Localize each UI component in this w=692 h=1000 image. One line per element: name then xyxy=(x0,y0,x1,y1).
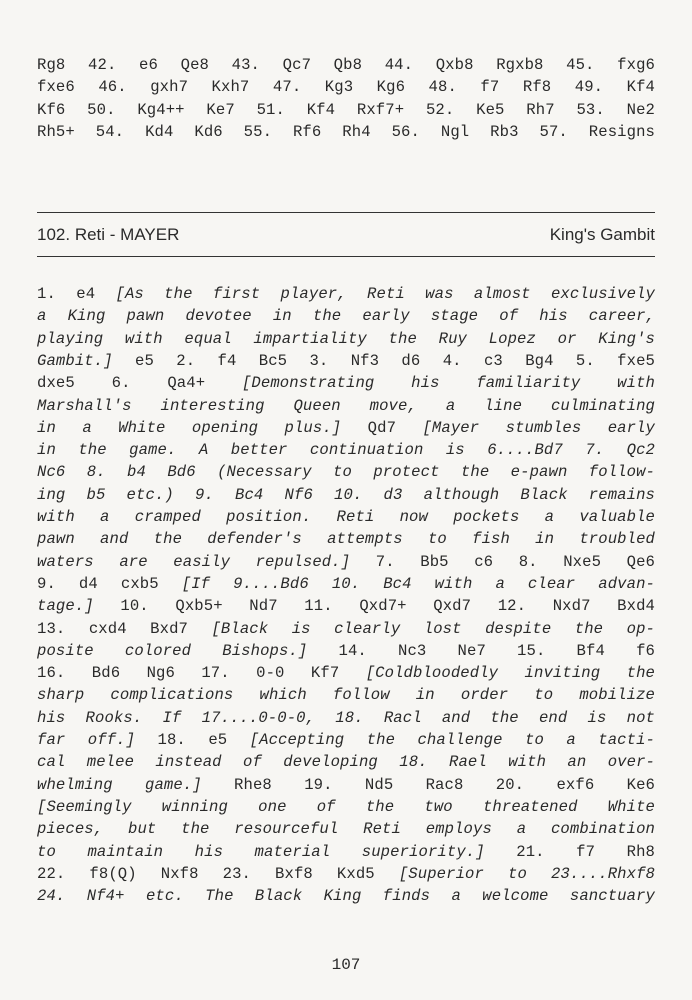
move-segment: 16. Bd6 Ng6 17. 0-0 Kf7 xyxy=(37,664,366,683)
move-segment: e5 2. f4 Bc5 3. Nf3 d6 4. c3 Bg4 5. fxe5 xyxy=(112,351,655,370)
annotation-segment: [Demonstrating his familiarity with xyxy=(241,374,655,393)
annotation-segment: ing b5 etc.) 9. Bc4 Nf6 10. d3 although Black remains xyxy=(37,485,655,504)
move-line: Kf6 50. Kg4++ Ke7 51. Kf4 Rxf7+ 52. Ke5 Rh7 53. Ne2 xyxy=(37,100,655,119)
text-line xyxy=(37,417,655,439)
text-line xyxy=(37,283,655,305)
move-segment: dxe5 6. Qa4+ xyxy=(37,374,242,393)
annotation-segment: playing with equal impartiality the Ruy Lopez or King's xyxy=(37,329,655,348)
game-number: 102. xyxy=(37,225,71,244)
text-line xyxy=(37,841,655,863)
game-title xyxy=(37,224,179,246)
annotation-segment: in a White opening plus.] xyxy=(37,418,342,437)
annotation-segment: posite colored Bishops.] xyxy=(37,641,308,660)
text-line xyxy=(37,573,655,595)
text-line xyxy=(37,439,655,461)
annotation-segment: [As the first player, Reti was almost exclusively xyxy=(115,285,655,303)
move-segment: 9. d4 cxb5 xyxy=(37,574,182,593)
text-line xyxy=(37,528,655,550)
annotation-segment: a King pawn devotee in the early stage of his career, xyxy=(37,307,655,326)
text-line xyxy=(37,328,655,350)
move-segment: 1. e4 xyxy=(37,285,116,303)
game-header xyxy=(37,224,655,246)
move-segment: 14. Nc3 Ne7 15. Bf4 f6 xyxy=(307,641,655,660)
annotation-segment: [Coldbloodedly inviting the xyxy=(365,664,655,683)
annotation-segment: 24. Nf4+ etc. The Black King finds a welcome sanctuary xyxy=(37,887,655,906)
annotation-segment: in the game. A better continuation is 6....Bd7 7. Qc2 xyxy=(37,441,655,460)
move-line: fxe6 46. gxh7 Kxh7 47. Kg3 Kg6 48. f7 Rf8 49. Kf4 xyxy=(37,78,655,97)
text-line xyxy=(37,796,655,818)
move-segment: 7. Bb5 c6 8. Nxe5 Qe6 xyxy=(350,552,655,571)
text-line xyxy=(37,885,655,907)
annotation-segment: cal melee instead of developing 18. Rael with an over- xyxy=(37,753,655,772)
annotation-segment: with a cramped position. Reti now pockets a valuable xyxy=(37,508,655,526)
annotation-segment: [Black is clearly lost despite the op- xyxy=(211,619,655,638)
annotation-segment: his Rooks. If 17....0-0-0, 18. Racl and the end is not xyxy=(37,708,655,727)
text-line xyxy=(37,350,655,372)
text-line xyxy=(37,818,655,840)
annotation-segment: far off.] xyxy=(37,731,136,749)
move-segment: Qd7 xyxy=(341,418,423,437)
annotation-segment: [Accepting the challenge to a tacti- xyxy=(249,731,655,749)
move-line: Rg8 42. e6 Qe8 43. Qc7 Qb8 44. Qxb8 Rgxb8 45. fxg6 xyxy=(37,56,655,74)
text-line xyxy=(37,305,655,327)
annotation-segment: tage.] xyxy=(37,597,94,616)
annotation-segment: pawn and the defender's attempts to fish in troubled xyxy=(37,530,655,549)
page-number: 107 xyxy=(331,956,361,974)
annotation-segment: waters are easily repulsed.] xyxy=(37,552,351,571)
move-segment: 21. f7 Rh8 xyxy=(484,842,655,861)
move-segment: 10. Qxb5+ Nd7 11. Qxd7+ Qxd7 12. Nxd7 Bxd4 xyxy=(93,597,655,616)
annotation-segment: Nc6 8. b4 Bd6 (Necessary to protect the e-pawn follow- xyxy=(37,463,655,482)
move-line: Rh5+ 54. Kd4 Kd6 55. Rf6 Rh4 56. Ngl Rb3 57. Resigns xyxy=(37,122,655,141)
annotation-segment: Gambit.] xyxy=(37,351,113,370)
text-line xyxy=(37,729,655,751)
text-line xyxy=(37,618,655,640)
text-line xyxy=(37,372,655,394)
move-segment: 18. e5 xyxy=(135,731,250,749)
annotation-segment: pieces, but the resourceful Reti employs a combination xyxy=(37,820,655,839)
annotation-segment: [Superior to 23....Rhxf8 xyxy=(398,864,655,883)
move-segment: 22. f8(Q) Nxf8 23. Bxf8 Kxd5 xyxy=(37,864,399,883)
text-line xyxy=(37,506,655,528)
annotation-segment: [Seemingly winning one of the two threatened White xyxy=(37,797,655,816)
annotation-segment: [If 9....Bd6 10. Bc4 with a clear advan- xyxy=(181,574,655,593)
annotation-segment: Marshall's interesting Queen move, a line culminating xyxy=(37,396,655,415)
text-line xyxy=(37,551,655,573)
header-rule-top xyxy=(37,212,655,213)
text-line xyxy=(37,707,655,729)
text-line xyxy=(37,595,655,617)
text-line xyxy=(37,395,655,417)
text-line xyxy=(37,662,655,684)
annotation-segment: to maintain his material superiority.] xyxy=(37,842,485,861)
annotation-segment: sharp complications which follow in order to mobilize xyxy=(37,686,655,705)
text-line xyxy=(37,684,655,706)
move-segment: Rhe8 19. Nd5 Rac8 20. exf6 Ke6 xyxy=(201,775,655,794)
header-rule-bottom xyxy=(37,256,655,257)
text-line xyxy=(37,461,655,483)
opening-name: King's Gambit xyxy=(549,225,655,244)
game-players: Reti - MAYER xyxy=(74,225,180,244)
annotation-segment: whelming game.] xyxy=(37,775,202,794)
annotation-segment: [Mayer stumbles early xyxy=(422,418,655,437)
text-line xyxy=(37,640,655,662)
move-segment: 13. cxd4 Bxd7 xyxy=(37,619,212,638)
text-line xyxy=(37,863,655,885)
text-line xyxy=(37,484,655,506)
text-line xyxy=(37,774,655,796)
text-line xyxy=(37,751,655,773)
